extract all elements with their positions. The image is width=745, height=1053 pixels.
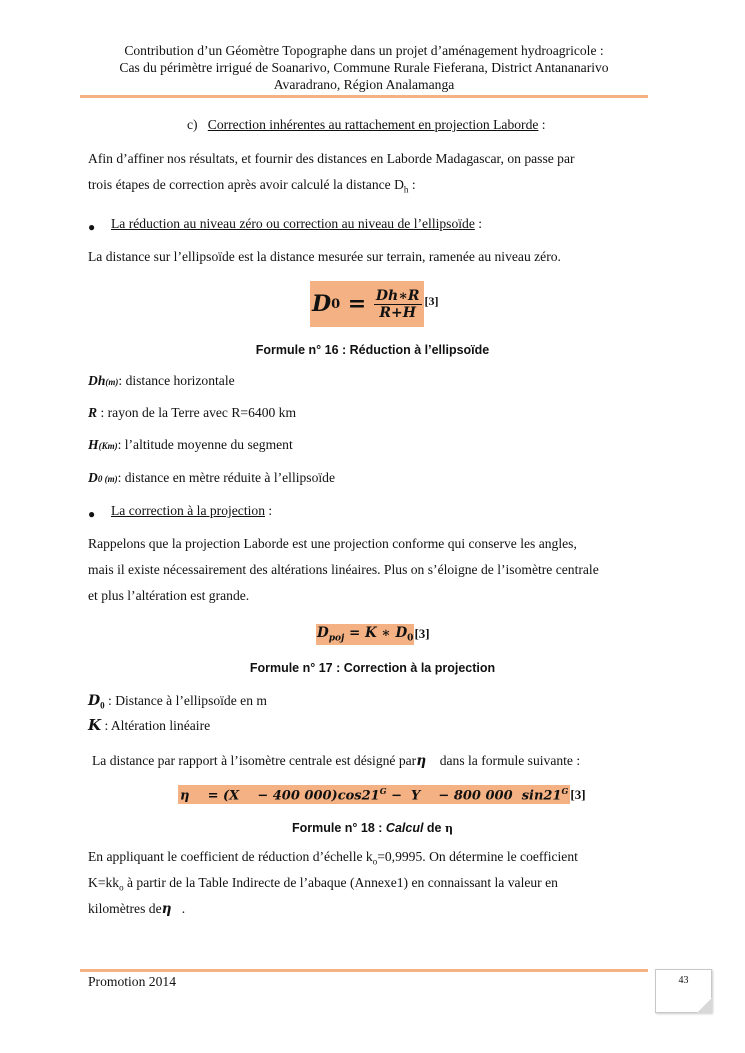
bullet-1 [111, 216, 482, 232]
def-h-text: : l’altitude moyenne du segment [117, 437, 293, 452]
def-r [88, 405, 296, 421]
formula-17 [316, 624, 430, 645]
def-dh-text: : distance horizontale [118, 373, 235, 388]
caption-18-eta: η [444, 822, 453, 835]
closing-line-3 [88, 901, 185, 917]
formula-16 [310, 281, 439, 327]
def-h-unit: (Km) [98, 441, 118, 451]
def-r-symbol: R [88, 405, 98, 420]
closing-line-1-b: =0,9995. On détermine le coefficient [377, 849, 578, 864]
def-d0-text: : distance en mètre réduite à l’ellipsoïde [117, 470, 335, 485]
bullet-1-title: La réduction au niveau zéro ou correction au niveau de l’ellipsoïde [111, 216, 475, 231]
closing-line-2 [88, 875, 558, 893]
formula-18-highlight [178, 785, 570, 804]
formula-18-ref: [3] [570, 786, 586, 802]
def-h-symbol: H [88, 437, 99, 452]
formula-17-ref: [3] [414, 626, 430, 642]
bullet-2 [111, 503, 272, 519]
def-h [88, 437, 293, 453]
running-header [80, 42, 648, 93]
def-d0-unit: 0 (m) [97, 474, 118, 484]
formula-18-part-5: sin21 [521, 788, 562, 804]
def-dh-unit: (m) [105, 377, 119, 387]
def2-k [88, 716, 210, 734]
projection-line-2: mais il existe nécessairement des altérations linéaires. Plus on s’éloigne de l’isomètre centrale [88, 562, 599, 577]
closing-line-1-a: En appliquant le coefficient de réduction d’échelle k [88, 849, 373, 864]
eta-intro-text-2: dans la formule suivante : [439, 753, 581, 768]
bullet-2-colon: : [265, 503, 273, 518]
header-line-2: Cas du périmètre irrigué de Soanarivo, Commune Rurale Fieferana, District Antananarivo [119, 60, 609, 75]
footer-rule [80, 969, 648, 972]
def2-d0 [88, 693, 267, 711]
formula-16-ref: [3] [424, 293, 439, 308]
formula-17-highlight [316, 624, 414, 645]
def2-d0-sub: 0 [100, 700, 105, 711]
section-c-title: Correction inhérentes au rattachement en projection Laborde [207, 117, 539, 132]
caption-18 [0, 821, 745, 835]
intro-line-1: Afin d’affiner nos résultats, et fournir des distances en Laborde Madagascar, on passe par [88, 151, 575, 166]
projection-line-1: Rappelons que la projection Laborde est une projection conforme qui conserve les angles, [88, 536, 577, 551]
closing-line-1-sub: o [372, 856, 378, 867]
eta-intro-text: La distance par rapport à l’isomètre centrale est désigné par [92, 753, 417, 768]
header-rule [80, 95, 648, 98]
intro-line-2 [88, 177, 416, 195]
projection-line-3: et plus l’altération est grande. [88, 588, 250, 603]
closing-line-2-sub: o [119, 882, 124, 893]
formula-18-part-4: − 800 000 [438, 788, 513, 804]
caption-17: Formule n° 17 : Correction à la projection [249, 661, 496, 675]
caption-18-prefix: Formule n° 18 : [292, 821, 386, 835]
closing-line-3-a: kilomètres de [88, 901, 162, 916]
intro-line-2-text: trois étapes de correction après avoir calculé la distance D [88, 177, 404, 192]
page-fold-corner [697, 998, 712, 1013]
formula-17-lhs: D [317, 625, 329, 641]
formula-17-rhs-sub: 0 [407, 633, 414, 644]
def-d0 [88, 470, 335, 486]
header-line-3: Avaradrano, Région Analamanga [273, 77, 455, 92]
formula-18-sup-2: G [561, 786, 569, 796]
formula-16-lhs: D [312, 291, 332, 317]
formula-18 [178, 785, 586, 804]
formula-18-eta: η [180, 788, 190, 804]
formula-18-sup-1: G [379, 786, 387, 796]
formula-16-denominator: R+H [379, 304, 416, 321]
formula-17-rhs: = K ∗ D [344, 625, 408, 641]
formula-17-lhs-sub: poj [328, 633, 345, 644]
page-number: 43 [678, 975, 689, 986]
def2-k-symbol: K [88, 716, 102, 734]
def2-d0-text: : Distance à l’ellipsoïde en m [104, 693, 267, 708]
formula-16-fraction [374, 288, 422, 321]
def2-k-text: : Altération linéaire [101, 718, 211, 733]
footer-promotion: Promotion 2014 [88, 974, 176, 989]
closing-line-1 [88, 849, 578, 867]
def-d0-symbol: D [88, 470, 98, 485]
closing-line-2-a: K=kk [88, 875, 120, 890]
formula-16-numerator: Dh∗R [375, 287, 420, 304]
bullet-2-title: La correction à la projection [111, 503, 265, 518]
section-c-colon: : [538, 117, 546, 132]
closing-line-3-eta: η [161, 901, 172, 917]
caption-18-de: de [423, 821, 445, 835]
formula-18-part-1: = (X [207, 788, 240, 804]
header-line-1: Contribution d’un Géomètre Topographe dans un projet d’aménagement hydroagricole : [124, 43, 604, 58]
formula-16-lhs-sub: 0 [331, 296, 341, 312]
intro-line-2-end: : [408, 177, 416, 192]
closing-line-3-end: . [181, 901, 186, 916]
eta-intro-symbol: η [416, 753, 427, 769]
def-dh [88, 373, 235, 389]
bullet-1-colon: : [474, 216, 483, 231]
formula-16-highlight [310, 281, 424, 327]
bullet-1-dot: ● [88, 220, 96, 234]
def-dh-symbol: Dh [88, 373, 106, 388]
section-c-heading [187, 117, 546, 133]
caption-16: Formule n° 16 : Réduction à l’ellipsoïde [255, 343, 490, 357]
caption-18-calcul: Calcul [385, 821, 424, 835]
closing-line-2-b: à partir de la Table Indirecte de l’abaque (Annexe1) en connaissant la valeur en [123, 875, 558, 890]
formula-18-part-3: − Y [386, 788, 421, 804]
formula-18-part-2: − 400 000)cos21 [257, 788, 380, 804]
def2-d0-symbol: D [88, 693, 101, 709]
bullet-2-dot: ● [88, 507, 96, 521]
def-r-text: : rayon de la Terre avec R=6400 km [97, 405, 297, 420]
section-c-marker: c) [187, 117, 198, 132]
intro-subscript: h [403, 184, 409, 195]
eta-intro [92, 753, 580, 769]
ellipsoid-text: La distance sur l’ellipsoïde est la distance mesurée sur terrain, ramenée au niveau zéro. [88, 249, 561, 264]
formula-16-equals: = [340, 291, 374, 317]
